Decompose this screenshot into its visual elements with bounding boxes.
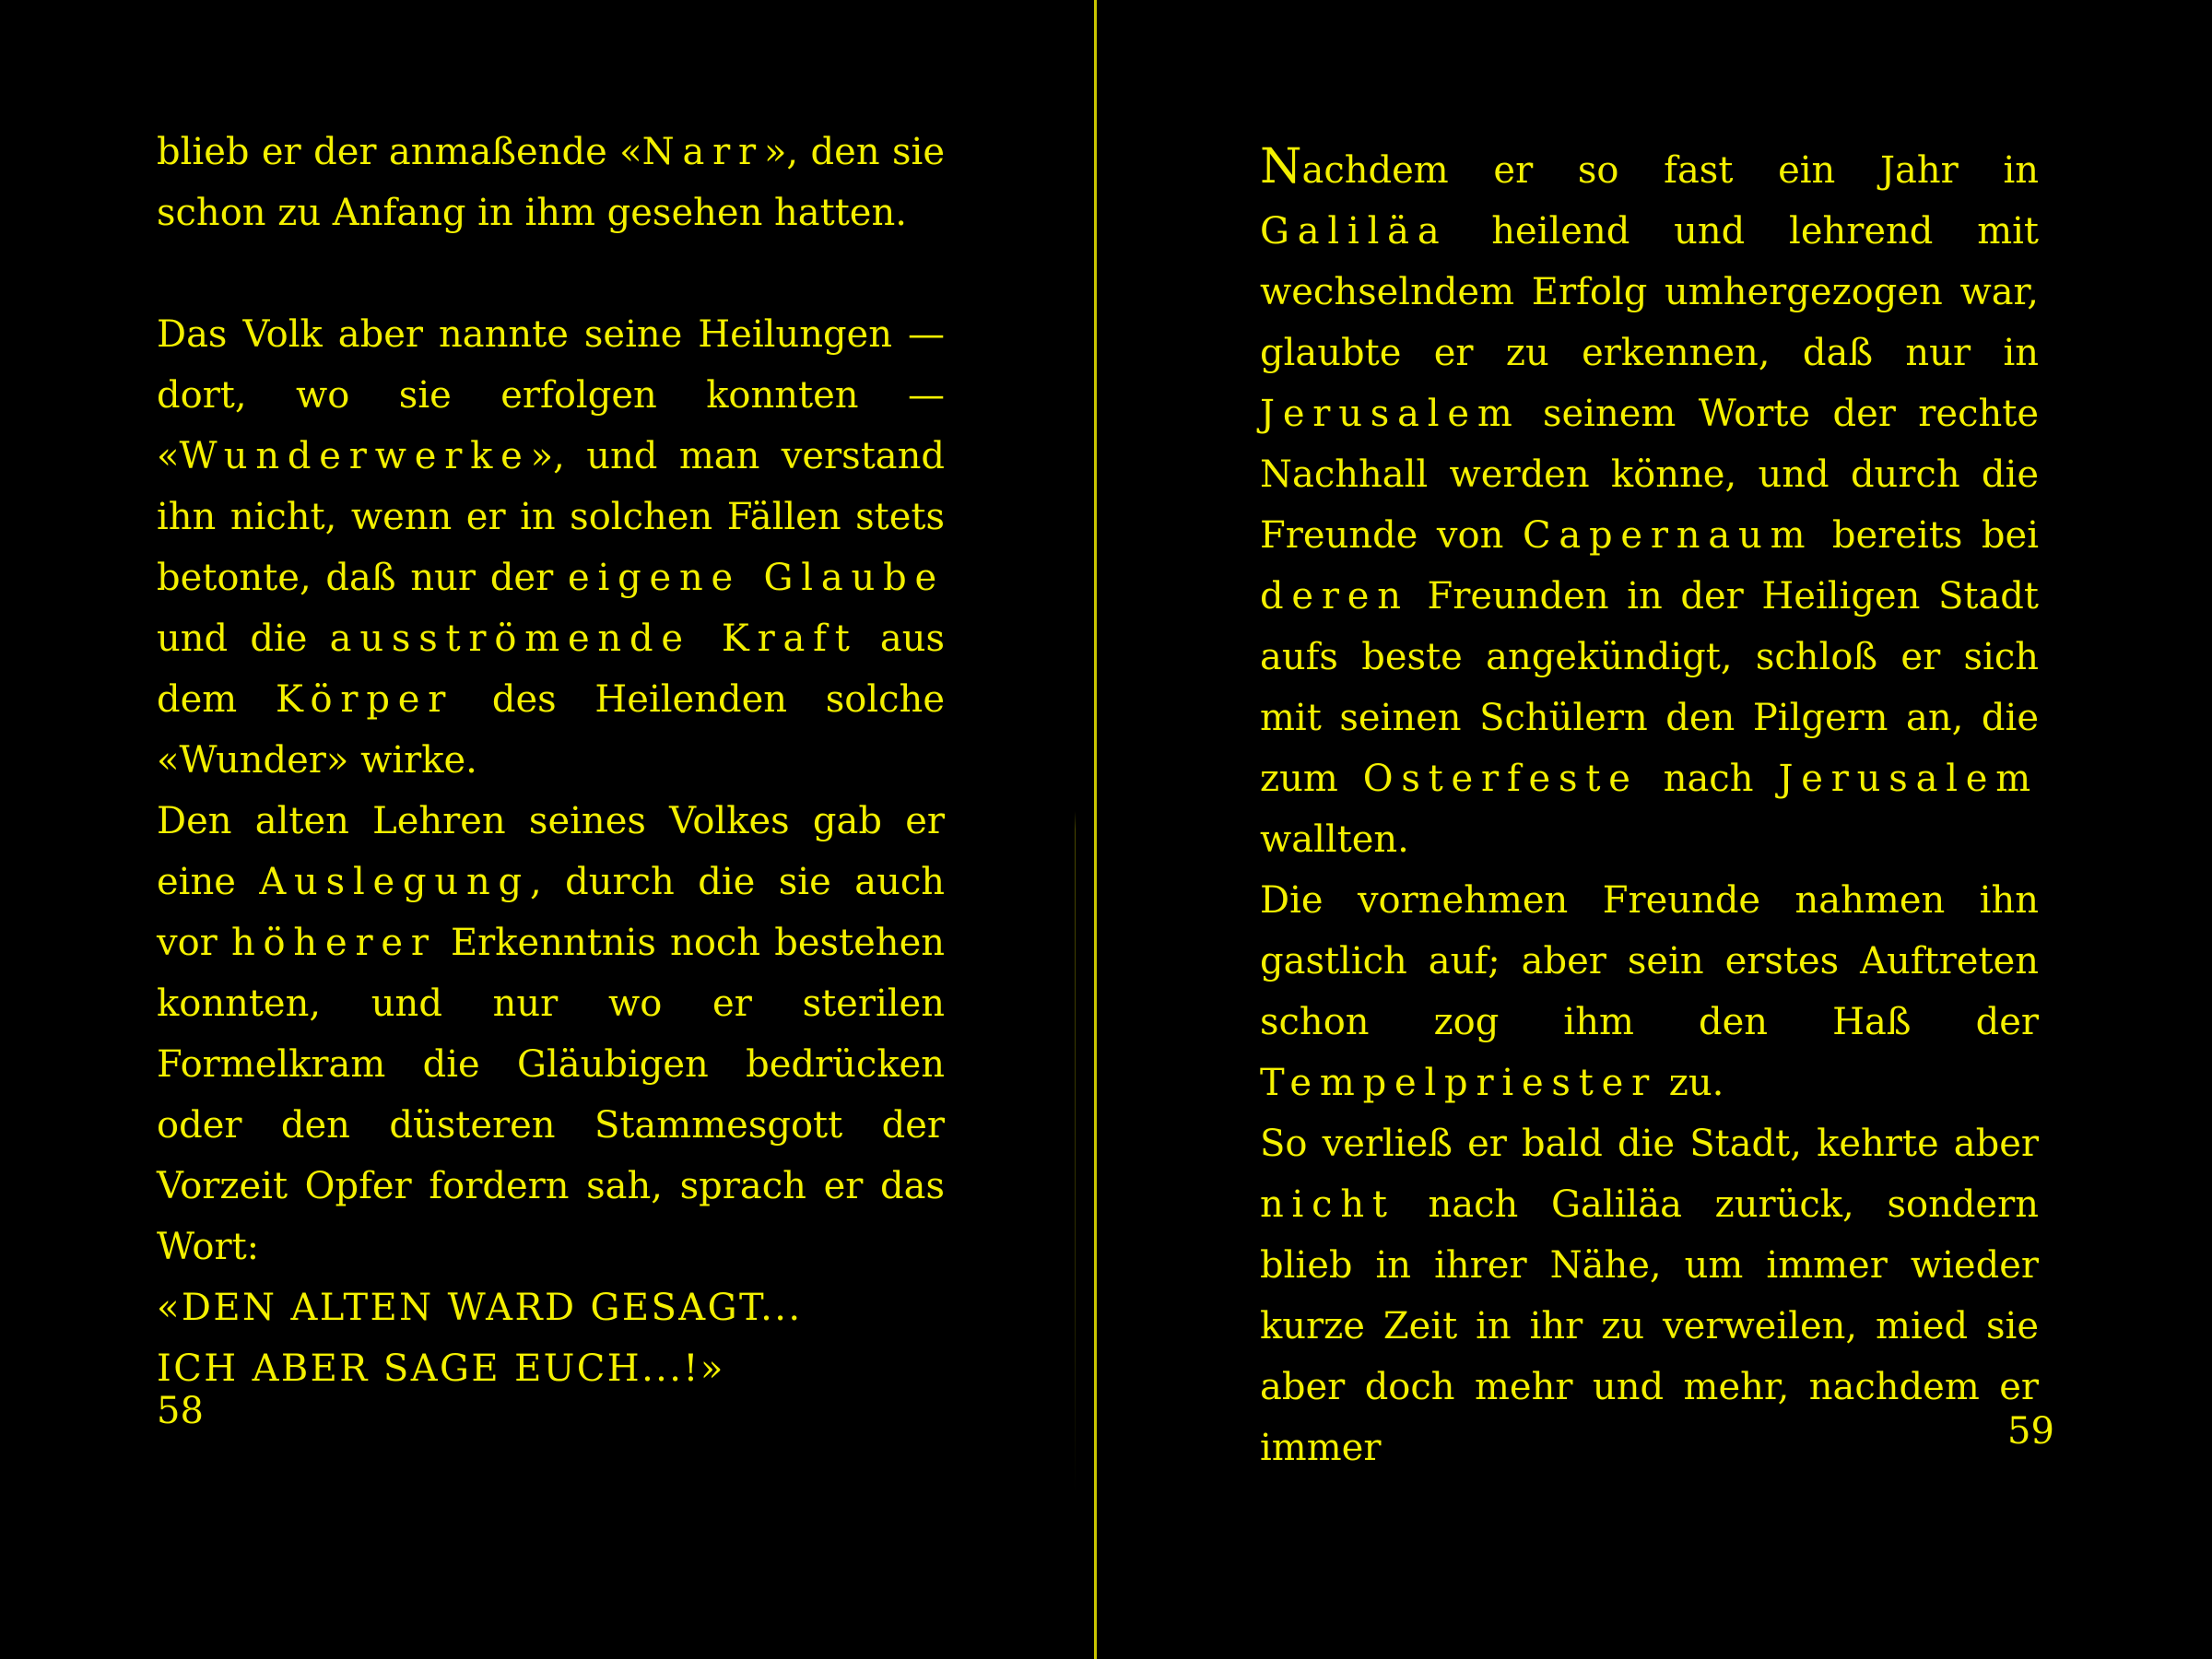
text-run: Die vornehmen Freunde nahmen ihn gastlich auf; aber sein erstes Auftreten schon zog ihm den Haß der (1260, 879, 2039, 1043)
paragraph-freunde (1260, 870, 2039, 1113)
spaced-emphasis: Capernaum (1522, 514, 1814, 557)
text-run: Erkenntnis noch bestehen konnten, und nur wo er sterilen Formelkram die Gläubigen bedrücken oder den düsteren Stammesgott der Vorzeit Opfer fordern sah, sprach er das Wort: (157, 922, 945, 1268)
text-run: Den alten Lehren seines Volkes gab er eine (157, 800, 945, 903)
text-run: So verließ er bald die Stadt, kehrte aber (1260, 1123, 2039, 1165)
paragraph-stadt (1260, 1113, 2039, 1478)
paragraph-narr (157, 122, 945, 243)
page-number-left: 58 (157, 1390, 204, 1432)
text-run: », und man verstand ihn nicht, wenn er in solchen Fällen stets betonte, daß nur der (157, 435, 945, 599)
text-run: wallten. (1260, 818, 1409, 861)
initial-letter: N (1260, 139, 1302, 194)
spaced-emphasis: Galiläa (1260, 210, 1448, 253)
text-run: Das Volk aber nannte seine Heilungen — dort, wo sie erfolgen konnten — « (157, 313, 945, 477)
spaced-emphasis: Tempelpriester (1260, 1062, 1658, 1104)
text-run: heilend und lehrend mit wechselndem Erfolg umhergezogen war, glaubte er zu erkennen, daß nur in (1260, 210, 2039, 374)
paragraph-heilungen (157, 304, 945, 791)
right-page (1097, 0, 2212, 1659)
text-run: bereits bei (1813, 514, 2040, 557)
spaced-emphasis: deren (1260, 575, 1409, 618)
text-run: des Heilenden solche «Wunder» wirke. (157, 678, 945, 782)
spaced-emphasis: eigene Glaube (568, 557, 945, 599)
left-page (0, 0, 1088, 1659)
page-number-right: 59 (2007, 1410, 2054, 1453)
spaced-emphasis: Auslegung (259, 861, 530, 903)
left-page-text (157, 122, 945, 1399)
spaced-emphasis: ausströmende Kraft (329, 618, 858, 660)
spaced-emphasis: Narr (641, 131, 764, 173)
spaced-emphasis: Jerusalem (1778, 758, 2040, 800)
spaced-emphasis: höherer (230, 922, 437, 964)
text-run: Freunden in der Heiligen Stadt aufs beste angekündigt, schloß er sich mit seinen Schülern den Pilgern an, die zum (1260, 575, 2039, 800)
text-run: blieb er der anmaßende « (157, 131, 642, 173)
quote-line-2: ICH ABER SAGE EUCH...!» (157, 1347, 725, 1390)
spaced-emphasis: Jerusalem (1260, 393, 1521, 435)
text-run: nach Galiläa zurück, sondern blieb in ihrer Nähe, um immer wieder kurze Zeit in ihr zu verweilen, mied sie aber doch mehr und mehr, nachdem er immer (1260, 1183, 2039, 1469)
text-run: achdem er so fast ein Jahr in (1301, 149, 2039, 192)
spaced-emphasis: Wunderwerke (179, 435, 531, 477)
spaced-emphasis: Osterfeste (1362, 758, 1639, 800)
text-run: aus dem (157, 618, 945, 721)
quote-line-1: «DEN ALTEN WARD GESAGT... (157, 1287, 803, 1329)
spaced-emphasis: nicht (1260, 1183, 1395, 1226)
text-run: zu. (1657, 1062, 1724, 1104)
right-page-text (1260, 136, 2039, 1478)
text-run: nach (1638, 758, 1779, 800)
text-run: , durch die sie auch vor (157, 861, 946, 964)
paragraph-lehren (157, 791, 945, 1277)
text-run: », den sie schon zu Anfang in ihm gesehen hatten. (157, 131, 945, 234)
spaced-emphasis: Körper (275, 678, 454, 721)
text-run: und die (157, 618, 330, 660)
paragraph-jerusalem (1260, 136, 2039, 870)
text-run: seinem Worte der rechte Nachhall werden könne, und durch die Freunde von (1260, 393, 2039, 557)
